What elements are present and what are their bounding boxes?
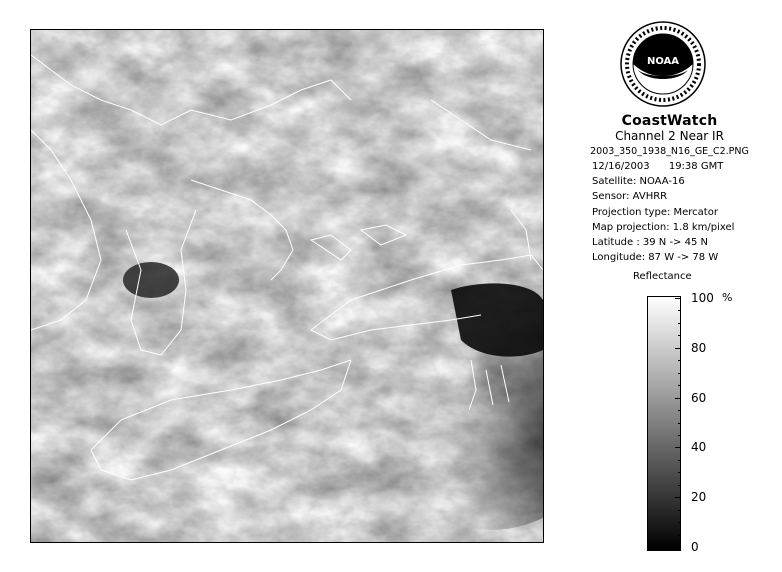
colorbar-minor-tick [678,535,681,536]
colorbar-minor-tick [678,510,681,511]
colorbar-minor-tick [678,360,681,361]
colorbar-minor-tick [678,385,681,386]
colorbar-minor-tick [678,485,681,486]
map-projection-line: Map projection: 1.8 km/pixel [592,221,735,233]
image-time: 19:38 GMT [668,161,724,172]
colorbar-minor-tick [678,323,681,324]
colorbar-tick-label: 60 [691,390,707,405]
colorbar-tick-label: 40 [691,440,707,455]
channel-subtitle: Channel 2 Near IR [615,129,724,143]
colorbar-major-tick [675,547,681,548]
noaa-logo [619,20,707,108]
svg-text:NOAA: NOAA [646,56,680,67]
colorbar-unit: % [722,291,733,304]
satellite-image [30,29,544,543]
date-time-row [592,159,777,174]
colorbar-minor-tick [678,472,681,473]
satellite-map-svg [31,30,543,542]
latitude-line: Latitude : 39 N -> 45 N [592,237,708,249]
satellite-line: Satellite: NOAA-16 [592,176,685,187]
sensor-line: Sensor: AVHRR [592,191,668,203]
dark-water-patch [123,262,179,298]
colorbar-major-tick [675,447,681,448]
product-title: CoastWatch [621,113,718,129]
info-panel [562,113,777,266]
colorbar-minor-tick [678,310,681,311]
colorbar-major-tick [675,298,681,299]
image-filename: 2003_350_1938_N16_GE_C2.PNG [590,146,749,157]
colorbar-minor-tick [678,460,681,461]
colorbar-minor-tick [678,335,681,336]
colorbar-major-tick [675,348,681,349]
colorbar-major-tick [675,398,681,399]
colorbar-minor-tick [678,435,681,436]
colorbar-tick-label: 100 [691,291,714,305]
longitude-line: Longitude: 87 W -> 78 W [592,252,719,264]
colorbar-major-tick [675,497,681,498]
reflectance-colorbar [647,296,681,551]
colorbar-minor-tick [678,373,681,374]
colorbar-minor-tick [678,423,681,424]
projection-type-line: Projection type: Mercator [592,206,718,218]
image-date: 12/16/2003 [592,161,650,172]
colorbar-title: Reflectance [633,271,692,282]
colorbar-minor-tick [678,522,681,523]
colorbar-tick-label: 80 [691,340,707,355]
colorbar-tick-label: 0 [691,540,699,554]
colorbar-tick-label: 20 [691,490,707,505]
noaa-seal-icon [619,20,707,108]
colorbar-minor-tick [678,410,681,411]
